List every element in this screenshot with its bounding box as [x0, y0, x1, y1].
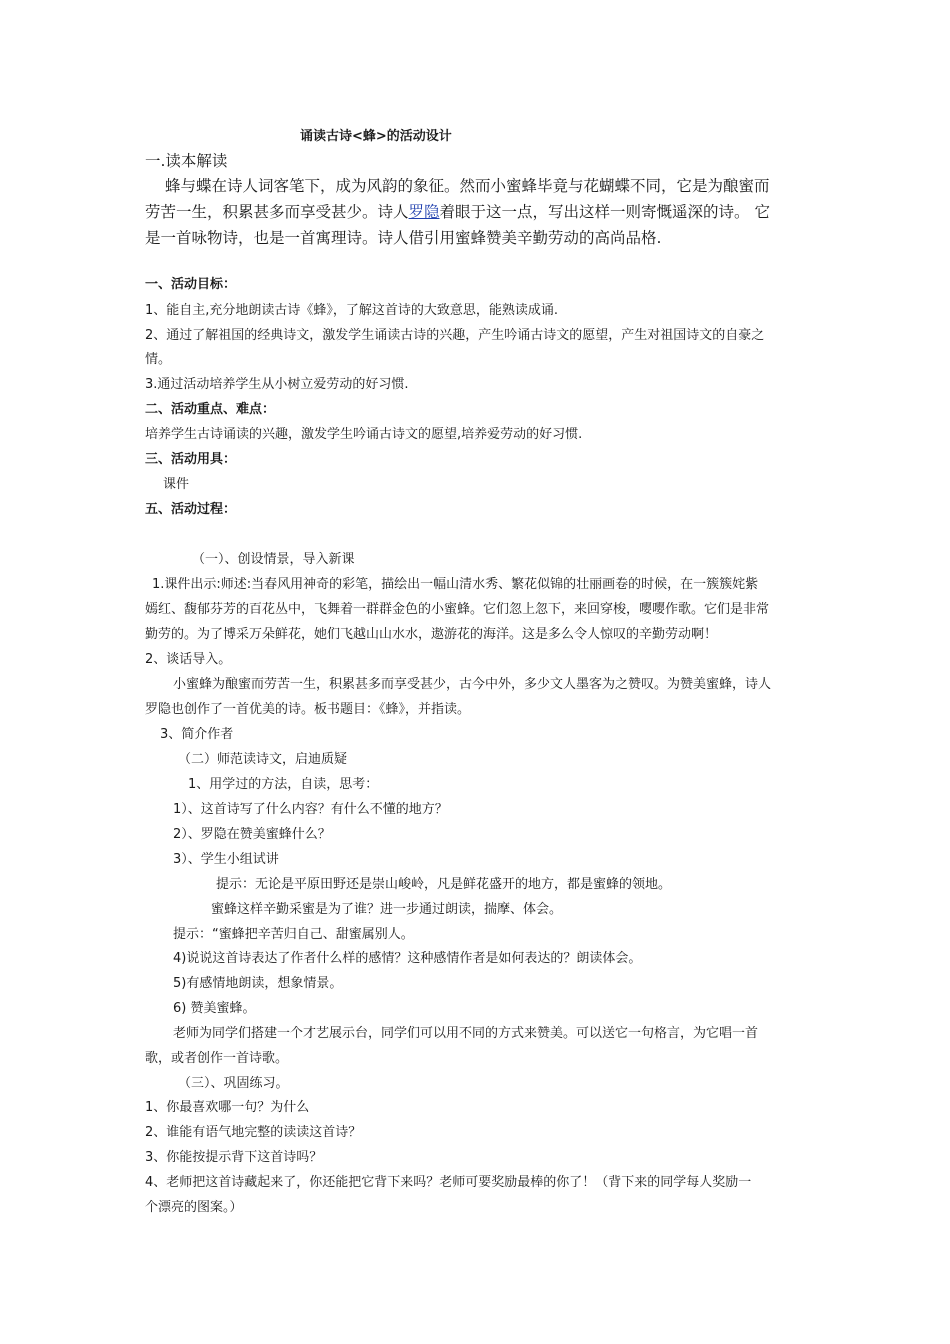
exercise-4-line-2: 个漂亮的图案。）: [145, 1200, 243, 1215]
section-2-question-3: 3）、学生小组试讲: [173, 852, 279, 867]
focus-text: 培养学生古诗诵读的兴趣，激发学生吟诵古诗文的愿望,培养爱劳动的好习惯.: [145, 427, 583, 442]
section-1-para-1-line-2: 嫣红、馥郁芬芳的百花丛中，飞舞着一群群金色的小蜜蜂。它们忽上忽下，来回穿梭，嘤嘤作歌。它们是非常: [145, 602, 770, 617]
section-2-hint-2: 蜜蜂这样辛勤采蜜是为了谁？进一步通过朗读，揣摩、体会。: [211, 902, 563, 917]
reading-heading: 一.读本解读: [145, 152, 228, 170]
section-1-item-3: 3、简介作者: [160, 727, 234, 742]
exercise-2: 2、谁能有语气地完整的读读这首诗？: [145, 1125, 362, 1140]
section-3-title: （三）、巩固练习。: [178, 1076, 289, 1091]
reading-line-1: 蜂与蝶在诗人词客笔下，成为风韵的象征。然而小蜜蜂毕竟与花蝴蝶不同，它是为酿蜜而: [165, 177, 770, 195]
section-2-question-6: 6) 赞美蜜蜂。: [173, 1001, 256, 1016]
section-1-para-1-line-1: 1.课件出示:师述:当春风用神奇的彩笔，描绘出一幅山清水秀、繁花似锦的壮丽画卷的时候，在一簇簇姹紫: [152, 577, 759, 592]
section-1-para-2-line-1: 小蜜蜂为酿蜜而劳苦一生，积累甚多而享受甚少，古今中外，多少文人墨客为之赞叹。为赞美蜜蜂，诗人: [173, 677, 772, 692]
section-2-question: 1、用学过的方法，自读，思考：: [188, 777, 379, 792]
section-2-question-5: 5)有感情地朗读，想象情景。: [173, 976, 343, 991]
exercise-4-line-1: 4、老师把这首诗藏起来了，你还能把它背下来吗？老师可要奖励最棒的你了！（背下来的同学每人奖励一: [145, 1175, 752, 1190]
section-2-question-1: 1）、这首诗写了什么内容？有什么不懂的地方？: [173, 802, 448, 817]
section-2-hint-1: 提示：无论是平原田野还是崇山峻岭，凡是鲜花盛开的地方，都是蜜蜂的领地。: [216, 877, 672, 892]
tools-heading: 三、活动用具：: [145, 452, 237, 467]
process-heading: 五、活动过程：: [145, 502, 237, 517]
section-2-question-4: 4)说说这首诗表达了作者什么样的感情？这种感情作者是如何表达的？朗读体会。: [173, 951, 642, 966]
section-1-item-2: 2、谈话导入。: [145, 652, 232, 667]
goal-3: 3.通过活动培养学生从小树立爱劳动的好习惯.: [145, 377, 409, 392]
goal-2-line-2: 情。: [145, 352, 172, 367]
reading-line-2: [145, 201, 770, 223]
tools-text: 课件: [163, 477, 190, 492]
goal-1: 1、能自主,充分地朗读古诗《蜂》，了解这首诗的大致意思，能熟读成诵.: [145, 303, 559, 318]
poet-name-link[interactable]: 罗隐: [408, 203, 440, 221]
section-2-para-line-1: 老师为同学们搭建一个才艺展示台，同学们可以用不同的方式来赞美。可以送它一句格言，为它唱一首: [173, 1026, 759, 1041]
section-2-para-line-2: 歌，或者创作一首诗歌。: [145, 1051, 289, 1066]
section-1-para-2-line-2: 罗隐也创作了一首优美的诗。板书题目：《蜂》，并指读。: [145, 702, 471, 717]
document-title: 诵读古诗<蜂>的活动设计: [300, 129, 452, 144]
focus-heading: 二、活动重点、难点：: [145, 402, 276, 417]
section-1-para-1-line-3: 勤劳的。为了博采万朵鲜花，她们飞越山山水水，遨游花的海洋。这是多么令人惊叹的辛勤劳动啊！: [145, 627, 718, 642]
section-2-hint-3: 提示：“蜜蜂把辛苦归自己、甜蜜属别人。: [173, 927, 414, 942]
section-2-question-2: 2）、罗隐在赞美蜜蜂什么？: [173, 827, 331, 842]
section-2-title: （二）师范读诗文，启迪质疑: [178, 752, 348, 767]
reading-line-2-text-b: 着眼于这一点，写出这样一则寄慨遥深的诗。 它: [439, 203, 770, 221]
section-1-title: （一）、创设情景，导入新课: [192, 552, 355, 567]
exercise-3: 3、你能按提示背下这首诗吗？: [145, 1150, 323, 1165]
exercise-1: 1、你最喜欢哪一句？为什么: [145, 1100, 310, 1115]
goal-2-line-1: 2、通过了解祖国的经典诗文，激发学生诵读古诗的兴趣，产生吟诵古诗文的愿望，产生对祖国诗文的自豪之: [145, 328, 765, 343]
reading-line-3: 是一首咏物诗，也是一首寓理诗。诗人借引用蜜蜂赞美辛勤劳动的高尚品格.: [145, 229, 662, 247]
reading-line-2-text-a: 劳苦一生，积累甚多而享受甚少。诗人: [145, 203, 409, 221]
goals-heading: 一、活动目标：: [145, 277, 237, 292]
